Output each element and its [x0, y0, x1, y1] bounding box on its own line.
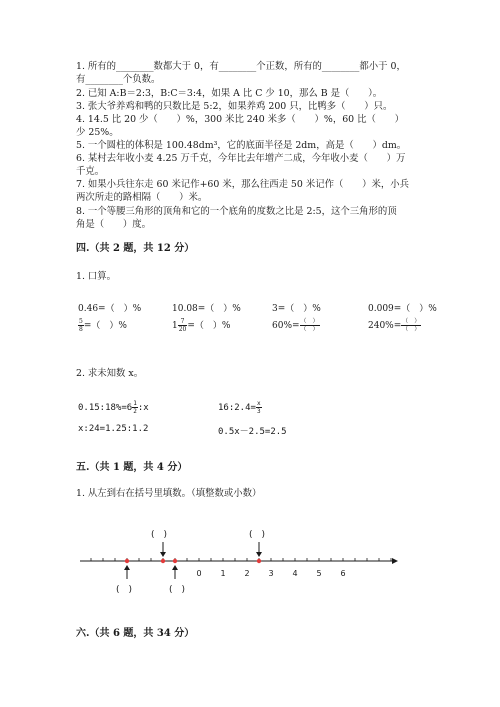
up-arrow-icon	[172, 565, 178, 579]
calc-r1-c4: 0.009=（ ）%	[368, 304, 437, 314]
blank-above-2: ( )	[248, 530, 266, 540]
marker-point-4	[257, 559, 261, 563]
tick-label-6: 6	[340, 569, 346, 578]
blank-below-2: ( )	[168, 585, 186, 595]
equation-2: 16:2.4= $\frac{x}{3}$	[218, 400, 261, 415]
marker-point-1	[125, 559, 129, 563]
question-4-line-1: 4. 14.5 比 20 少（ ）%，300 米比 240 米多（ ）%，60 比（ ）	[76, 114, 404, 125]
calc-r1-c3: 3=（ ）%	[272, 304, 321, 314]
question-8-line-2: 角是（ ）度。	[76, 219, 152, 230]
down-arrow-icon	[256, 542, 262, 557]
calc-r2-c4: 240%= $\frac{( )}{( )}$	[368, 318, 421, 333]
question-4-line-2: 少 25%。	[76, 127, 119, 138]
equation-1: 0.15:18%=6 $\frac{1}{2}$ :x	[78, 400, 149, 415]
question-1-line-2: 有________个负数。	[76, 74, 161, 85]
calc-r1-c1: 0.46=（ ）%	[78, 304, 142, 314]
calc-r2-c1: $\frac{5}{8}$ =（ ）%	[79, 318, 127, 333]
question-6-line-2: 千克。	[76, 166, 105, 177]
section-4-question-2: 2. 求未知数 x。	[76, 368, 144, 379]
section-4-heading: 四.（共 2 题，共 12 分）	[76, 243, 195, 254]
fraction: $\frac{5}{8}$	[79, 318, 83, 333]
number-line	[0, 520, 500, 620]
section-6-heading: 六.（共 6 题，共 34 分）	[76, 628, 195, 639]
fraction: $\frac{x}{3}$	[256, 400, 261, 415]
question-3: 3. 张大爷养鸡和鸭的只数比是 5:2，如果养鸡 200 只，比鸭多（ ）只。	[76, 101, 393, 112]
calc-r1-c2: 10.08=（ ）%	[172, 304, 241, 314]
tick-label-1: 1	[220, 569, 226, 578]
question-6-line-1: 6. 某村去年收小麦 4.25 万千克，今年比去年增产二成，今年收小麦（ ）万	[76, 153, 406, 164]
question-8-line-1: 8. 一个等腰三角形的顶角和它的一个底角的度数之比是 2:5，这个三角形的顶	[76, 206, 397, 217]
tick-label-3: 3	[268, 569, 274, 578]
tick-label-5: 5	[316, 569, 322, 578]
equation-3: x:24=1.25:1.2	[78, 424, 149, 434]
fraction: $\frac{7}{20}$	[178, 318, 187, 333]
tick-label-2: 2	[244, 569, 250, 578]
tick-label-0: 0	[196, 569, 202, 578]
question-2: 2. 已知 A:B＝2:3，B:C＝3:4，如果 A 比 C 少 10，那么 B 是（ ）。	[76, 88, 383, 99]
marker-point-2	[161, 559, 165, 563]
section-5-question-1: 1. 从左到右在括号里填数。（填整数或小数）	[76, 488, 262, 499]
question-5: 5. 一个圆柱的体积是 100.48dm³，它的底面半径是 2dm，高是（ ）dm。	[76, 140, 407, 151]
equation-4: 0.5x－2.5=2.5	[218, 427, 287, 437]
fraction: $\frac{1}{2}$	[133, 400, 137, 415]
calc-r2-c3: 60%= $\frac{( )}{( )}$	[272, 318, 319, 333]
question-7-line-1: 7. 如果小兵往东走 60 米记作+60 米，那么往西走 50 米记作（ ）米，小兵	[76, 179, 409, 190]
fraction: $\frac{( )}{( )}$	[300, 318, 319, 333]
blank-above-1: ( )	[150, 530, 168, 540]
tick-label-4: 4	[292, 569, 298, 578]
marker-point-3	[173, 559, 177, 563]
section-4-question-1: 1. 口算。	[76, 271, 117, 282]
down-arrow-icon	[160, 542, 166, 557]
question-7-line-2: 两次所走的路相隔（ ）米。	[76, 192, 208, 203]
section-5-heading: 五.（共 1 题，共 4 分）	[76, 462, 188, 473]
up-arrow-icon	[124, 565, 130, 579]
fraction: $\frac{( )}{( )}$	[402, 318, 421, 333]
tick-labels	[196, 569, 345, 578]
blank-below-1: ( )	[115, 585, 133, 595]
axis-arrow-icon	[392, 558, 398, 564]
question-1-line-1: 1. 所有的________数都大于 0，有________个正数，所有的________都小于 0，	[76, 61, 406, 72]
calc-r2-c2: 1 $\frac{7}{20}$ =（ ）%	[172, 318, 231, 333]
